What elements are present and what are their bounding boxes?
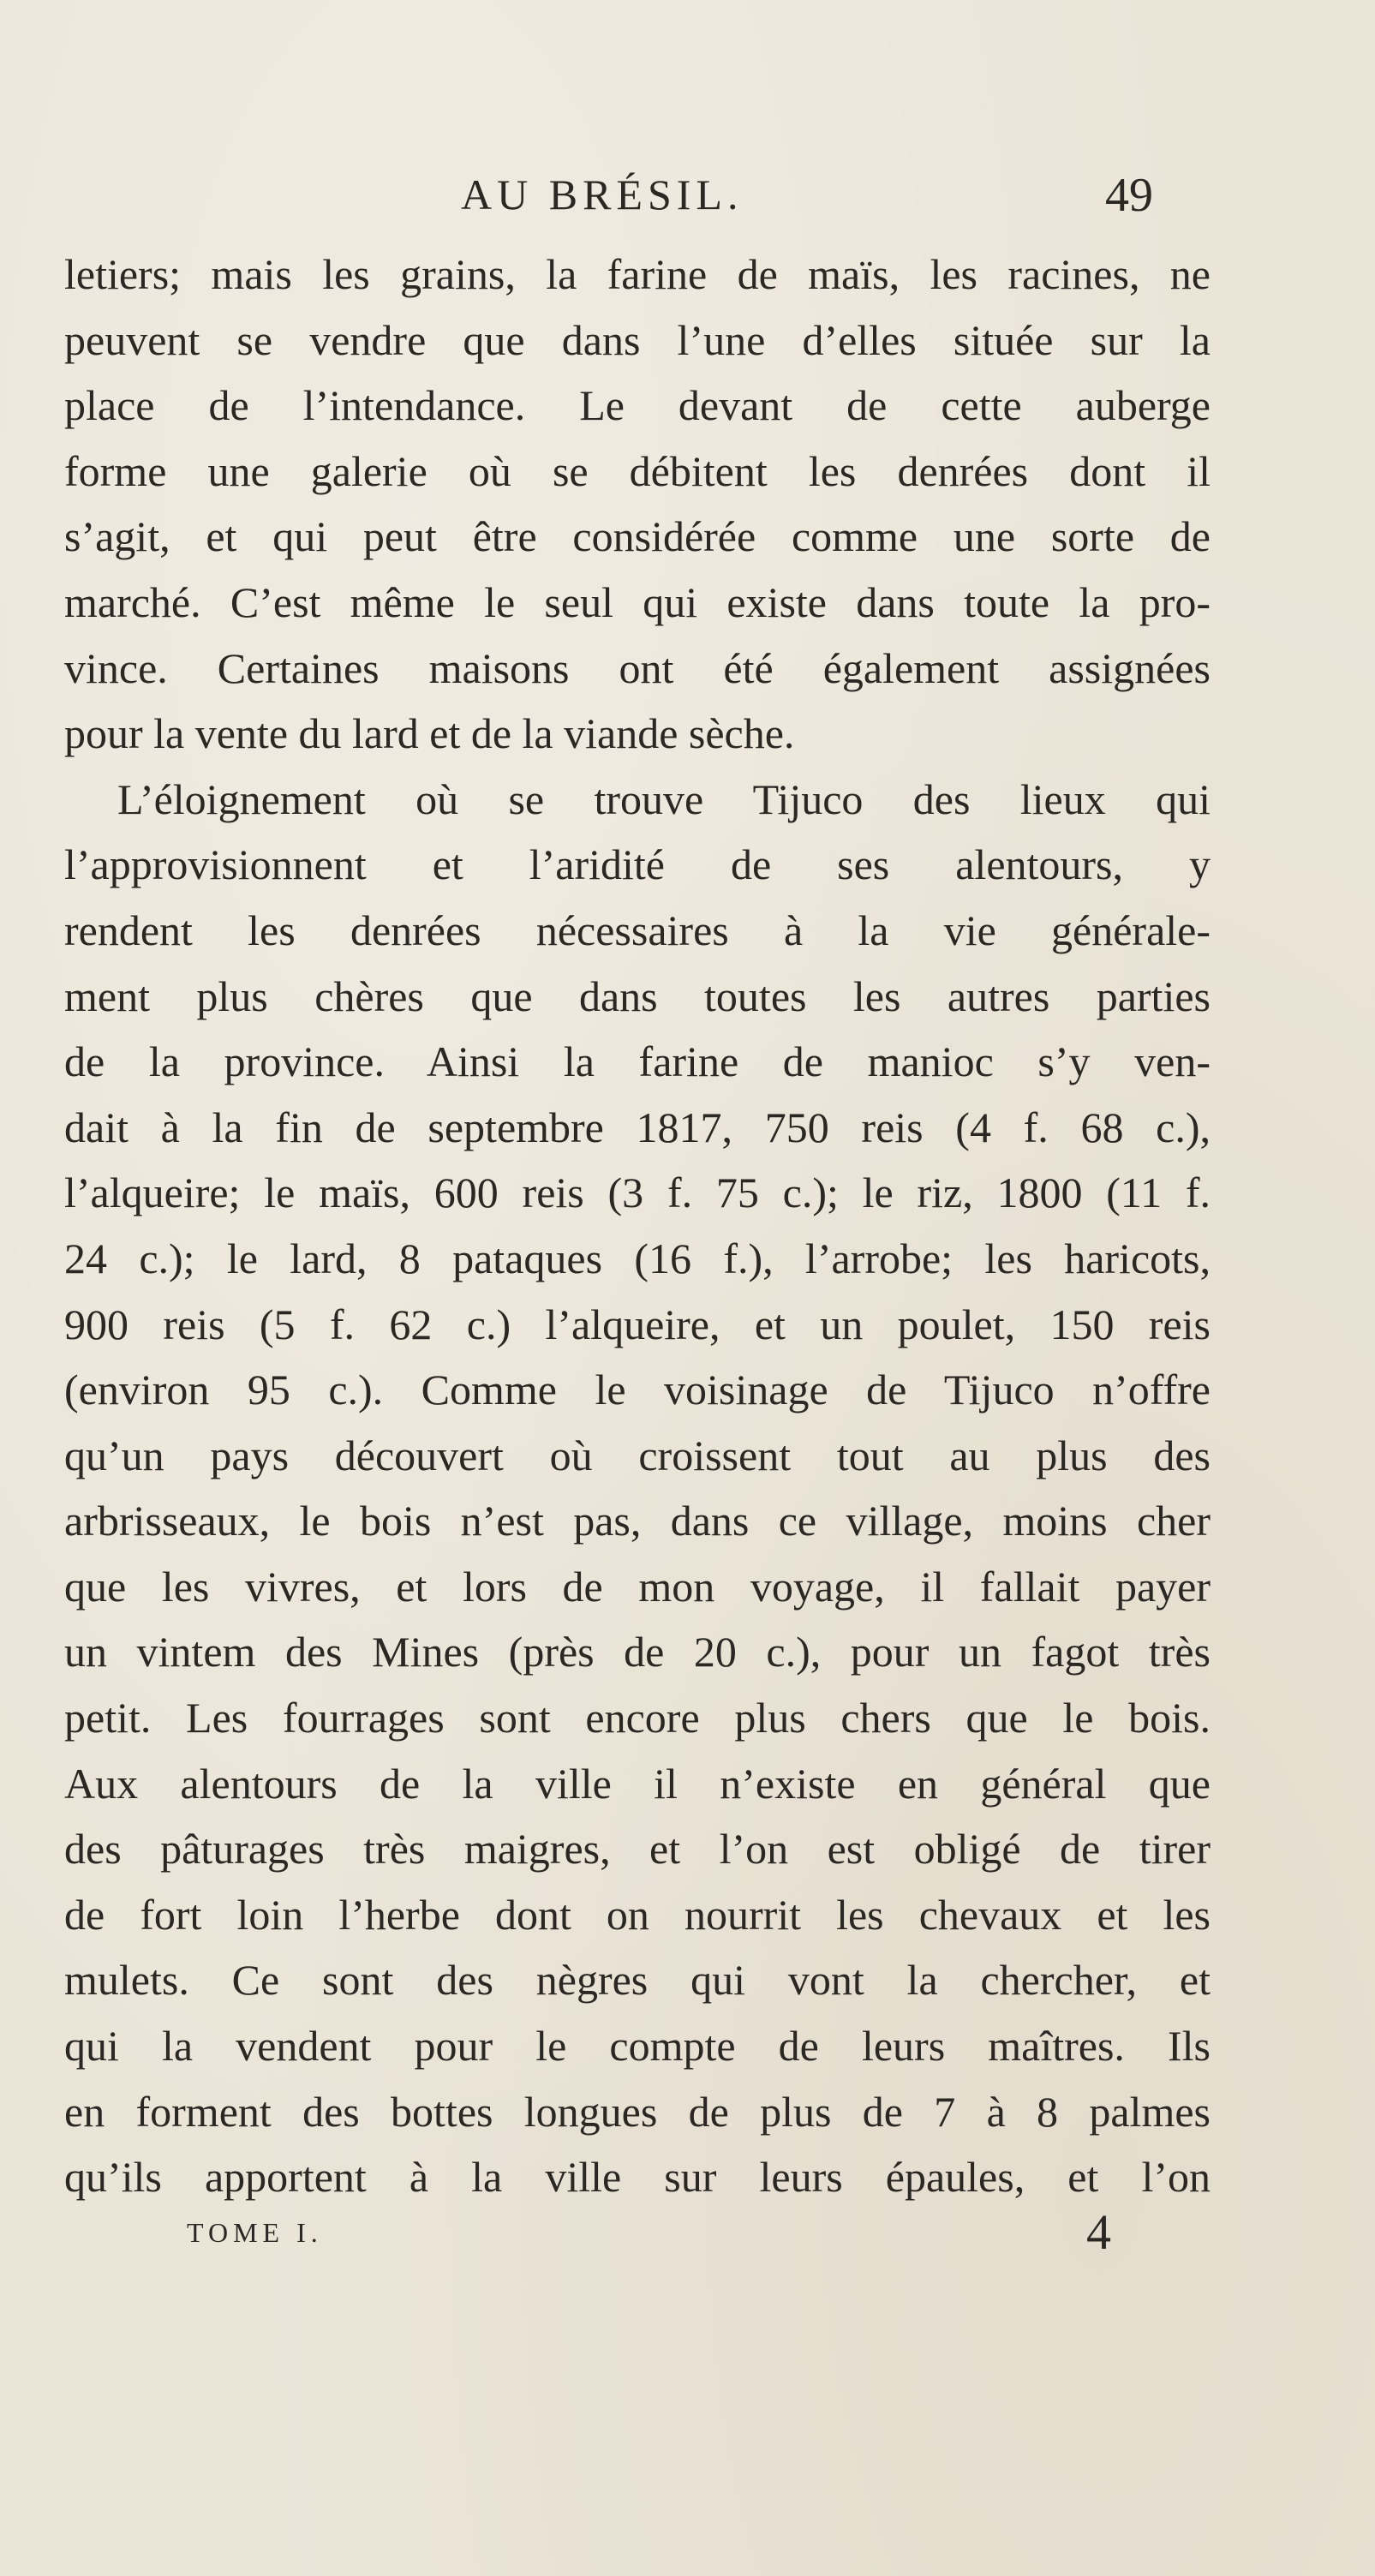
running-title: AU BRÉSIL. bbox=[461, 170, 744, 218]
signature-mark: TOME I. bbox=[187, 2217, 323, 2248]
running-head bbox=[0, 170, 1375, 238]
text-line: l’alqueire; le maïs, 600 reis (3 f. 75 c.); le riz, 1800 (11 f. bbox=[64, 1168, 1211, 1217]
text-line: que les vivres, et lors de mon voyage, il fallait payer bbox=[64, 1562, 1211, 1611]
text-line: letiers; mais les grains, la farine de maïs, les racines, ne bbox=[64, 250, 1211, 298]
text-line: qu’un pays découvert où croissent tout au plus des bbox=[64, 1431, 1211, 1479]
text-line: des pâturages très maigres, et l’on est obligé de tirer bbox=[64, 1825, 1211, 1874]
text-line: petit. Les fourrages sont encore plus chers que le bois. bbox=[64, 1694, 1211, 1742]
text-line: qu’ils apportent à la ville sur leurs épaules, et l’on bbox=[64, 2153, 1211, 2202]
text-line: vince. Certaines maisons ont été également assignées bbox=[64, 643, 1211, 692]
text-line: 900 reis (5 f. 62 c.) l’alqueire, et un poulet, 150 reis bbox=[64, 1300, 1211, 1348]
text-line: rendent les denrées nécessaires à la vie générale- bbox=[64, 905, 1211, 954]
text-line: arbrisseaux, le bois n’est pas, dans ce village, moins cher bbox=[64, 1497, 1211, 1545]
text-line: place de l’intendance. Le devant de cette auberge bbox=[64, 381, 1211, 430]
text-line: (environ 95 c.). Comme le voisinage de Tijuco n’offre bbox=[64, 1366, 1211, 1414]
text-line: de la province. Ainsi la farine de manioc s’y ven- bbox=[64, 1037, 1211, 1086]
text-line: de fort loin l’herbe dont on nourrit les chevaux et les bbox=[64, 1890, 1211, 1939]
text-line: 24 c.); le lard, 8 pataques (16 f.), l’arrobe; les haricots, bbox=[64, 1234, 1211, 1282]
text-line: mulets. Ce sont des nègres qui vont la chercher, et bbox=[64, 1956, 1211, 2005]
text-line: Aux alentours de la ville il n’existe en général que bbox=[64, 1759, 1211, 1808]
page-number: 49 bbox=[1105, 169, 1153, 222]
text-line: marché. C’est même le seul qui existe dans toute la pro- bbox=[64, 577, 1211, 626]
text-line: en forment des bottes longues de plus de 7 à 8 palmes bbox=[64, 2087, 1211, 2136]
text-line: forme une galerie où se débitent les denrées dont il bbox=[64, 446, 1211, 495]
text-line: peuvent se vendre que dans l’une d’elles située sur la bbox=[64, 315, 1211, 364]
text-line: un vintem des Mines (près de 20 c.), pour un fagot très bbox=[64, 1628, 1211, 1676]
text-line: qui la vendent pour le compte de leurs maîtres. Ils bbox=[64, 2022, 1211, 2071]
page-footer bbox=[0, 2203, 1375, 2272]
text-line: pour la vente du lard et de la viande sèche. bbox=[64, 709, 795, 758]
text-line: dait à la fin de septembre 1817, 750 reis (4 f. 68 c.), bbox=[64, 1103, 1211, 1151]
text-line: l’approvisionnent et l’aridité de ses alentours, y bbox=[64, 840, 1211, 889]
text-line: L’éloignement où se trouve Tijuco des lieux qui bbox=[117, 774, 1211, 823]
text-line: s’agit, et qui peut être considérée comme une sorte de bbox=[64, 512, 1211, 561]
body-text bbox=[64, 242, 1211, 2210]
signature-number: 4 bbox=[1086, 2204, 1111, 2260]
text-line: ment plus chères que dans toutes les autres parties bbox=[64, 971, 1211, 1020]
